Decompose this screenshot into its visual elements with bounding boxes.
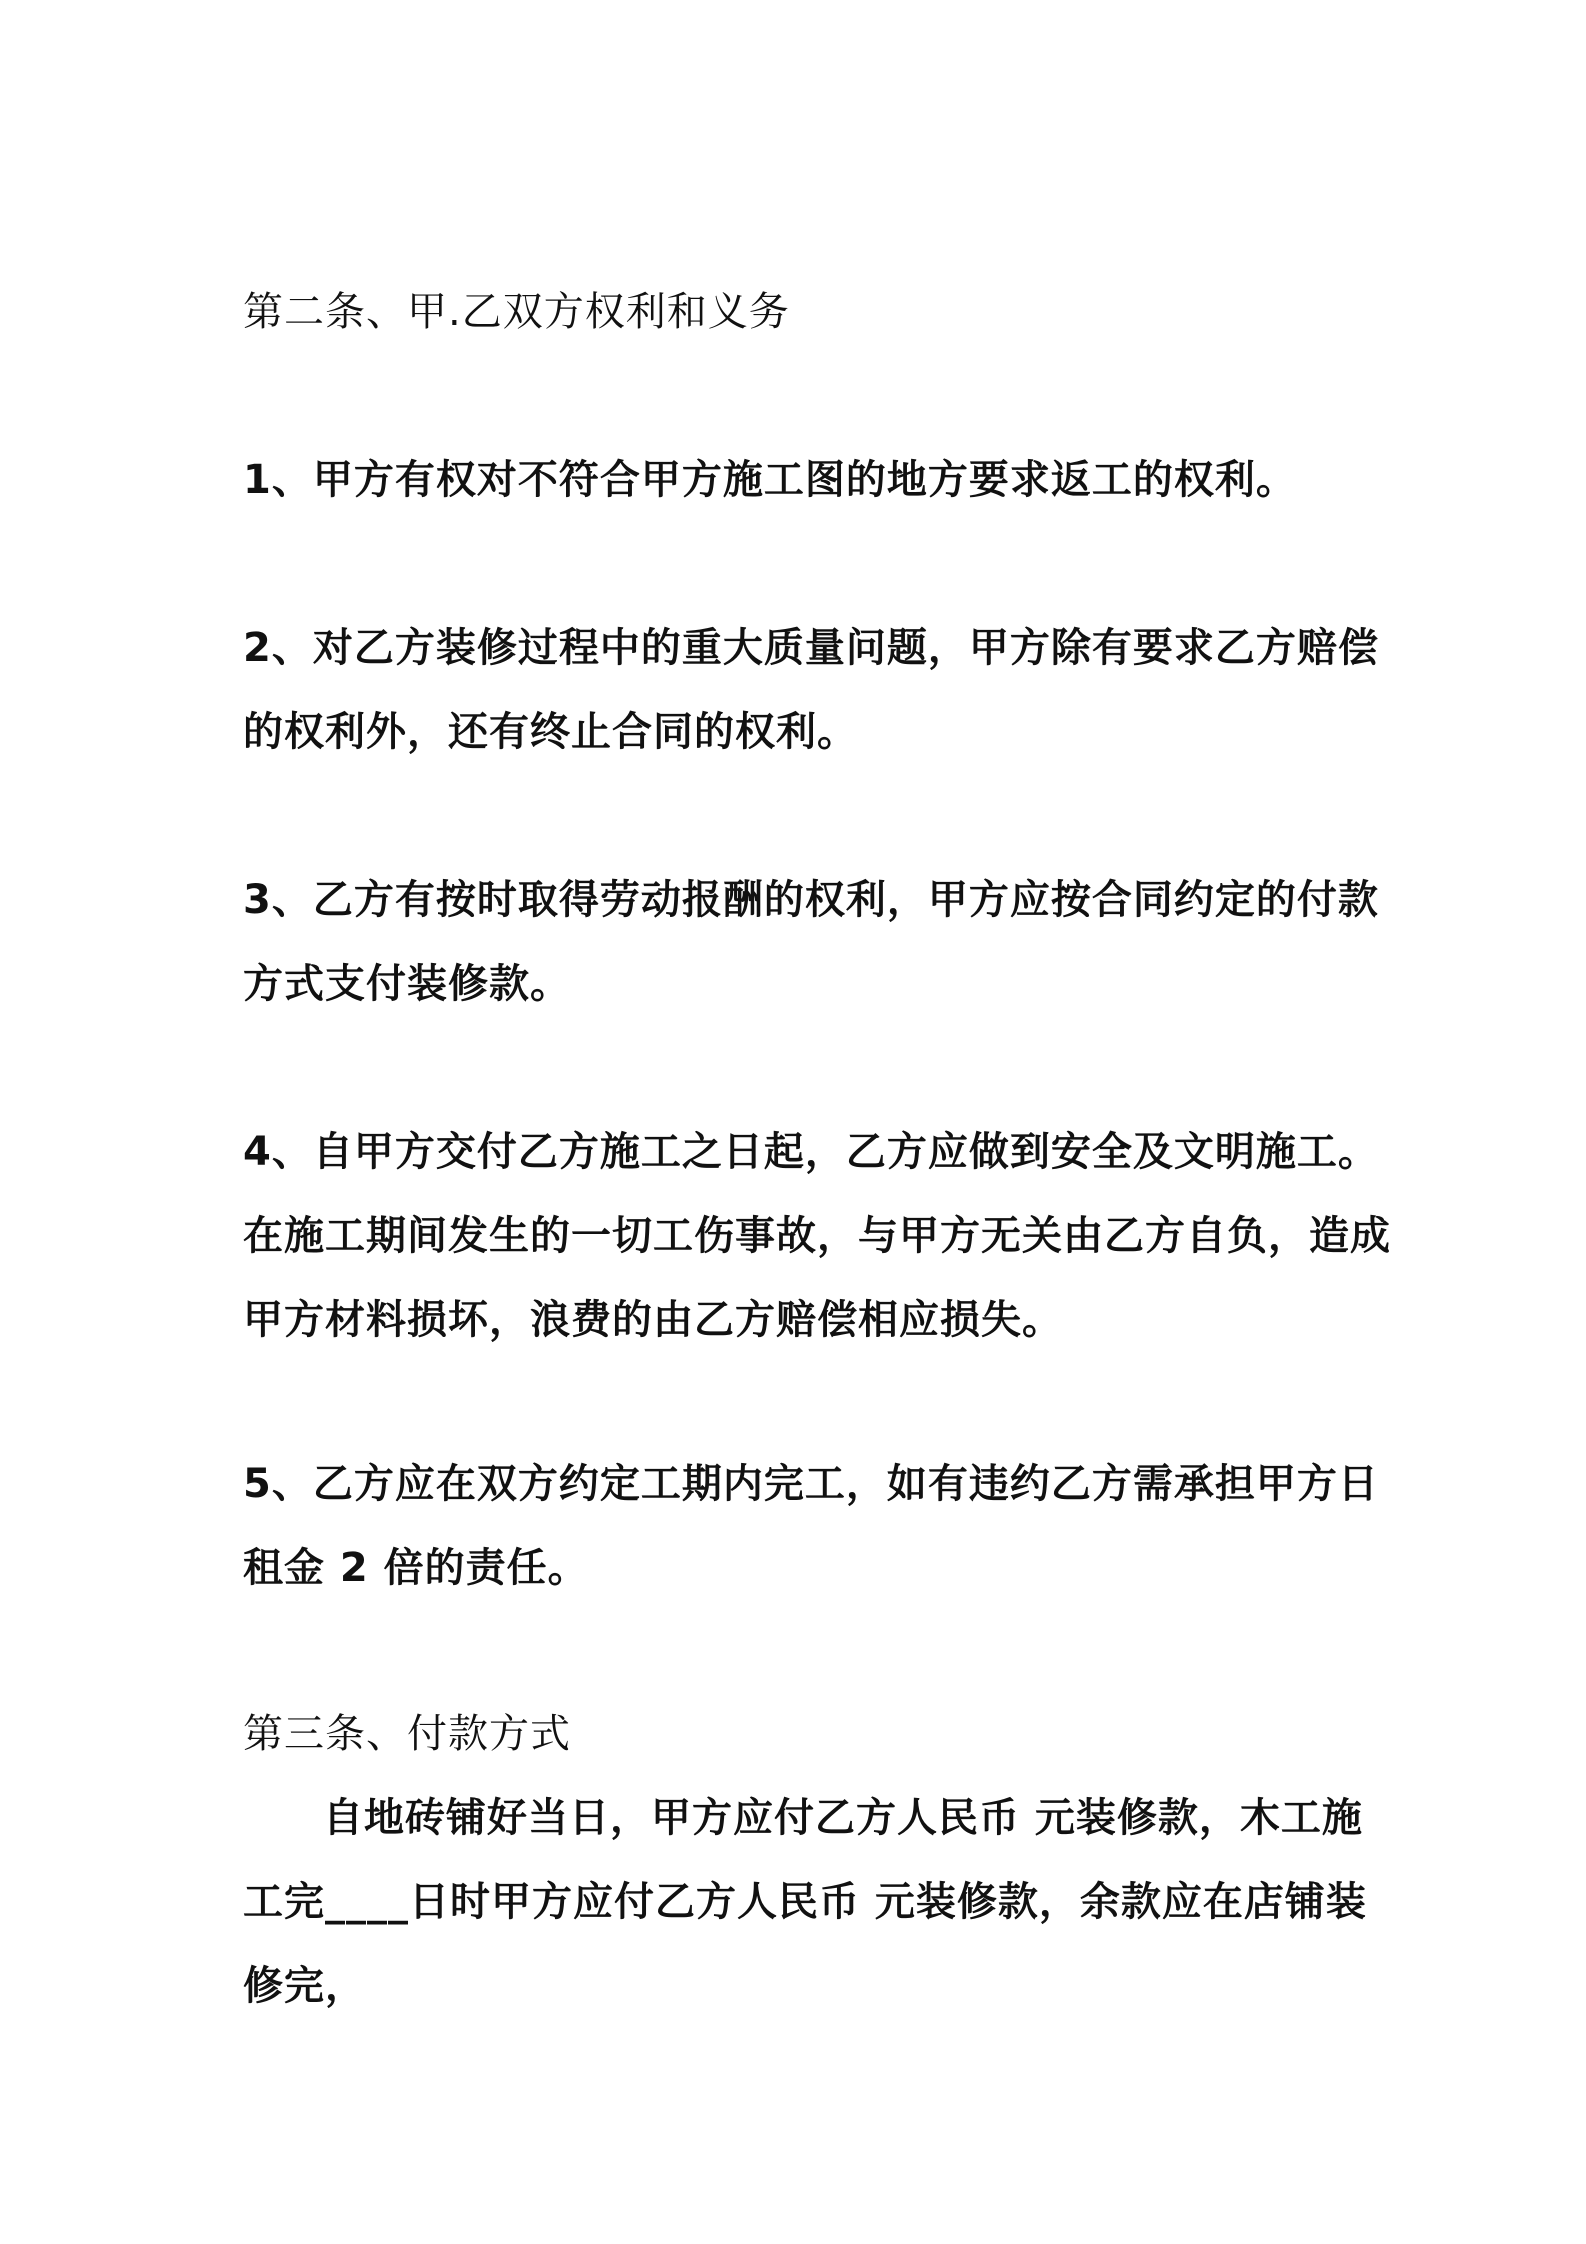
article-3-line-1: 自地砖铺好当日，甲方应付乙方人民币 元装修款，木工施: [323, 1795, 1363, 1841]
article-3-title: 第三条、付款方式: [243, 1711, 571, 1757]
article-3-line-2: 工完____日时甲方应付乙方人民币 元装修款，余款应在店铺装: [243, 1879, 1367, 1925]
article-2-item-2-line-1: 2、对乙方装修过程中的重大质量问题，甲方除有要求乙方赔偿: [243, 625, 1379, 671]
article-2-item-3-line-1: 3、乙方有按时取得劳动报酬的权利，甲方应按合同约定的付款: [243, 877, 1379, 923]
article-2-item-4-line-2: 在施工期间发生的一切工伤事故，与甲方无关由乙方自负，造成: [243, 1213, 1391, 1259]
article-2-item-2-line-2: 的权利外，还有终止合同的权利。: [243, 709, 858, 755]
article-2-item-1-line-1: 1、甲方有权对不符合甲方施工图的地方要求返工的权利。: [243, 457, 1297, 503]
article-2-item-5-line-1: 5、乙方应在双方约定工期内完工，如有违约乙方需承担甲方日: [243, 1461, 1379, 1507]
article-2-item-5-line-2: 租金 2 倍的责任。: [243, 1545, 589, 1591]
article-2-item-4-line-1: 4、自甲方交付乙方施工之日起，乙方应做到安全及文明施工。: [243, 1129, 1379, 1175]
article-2-title: 第二条、甲.乙双方权利和义务: [243, 289, 790, 335]
article-2-item-3-line-2: 方式支付装修款。: [243, 961, 571, 1007]
article-2-item-4-line-3: 甲方材料损坏，浪费的由乙方赔偿相应损失。: [243, 1297, 1063, 1343]
article-3-line-3: 修完，: [243, 1963, 366, 2009]
